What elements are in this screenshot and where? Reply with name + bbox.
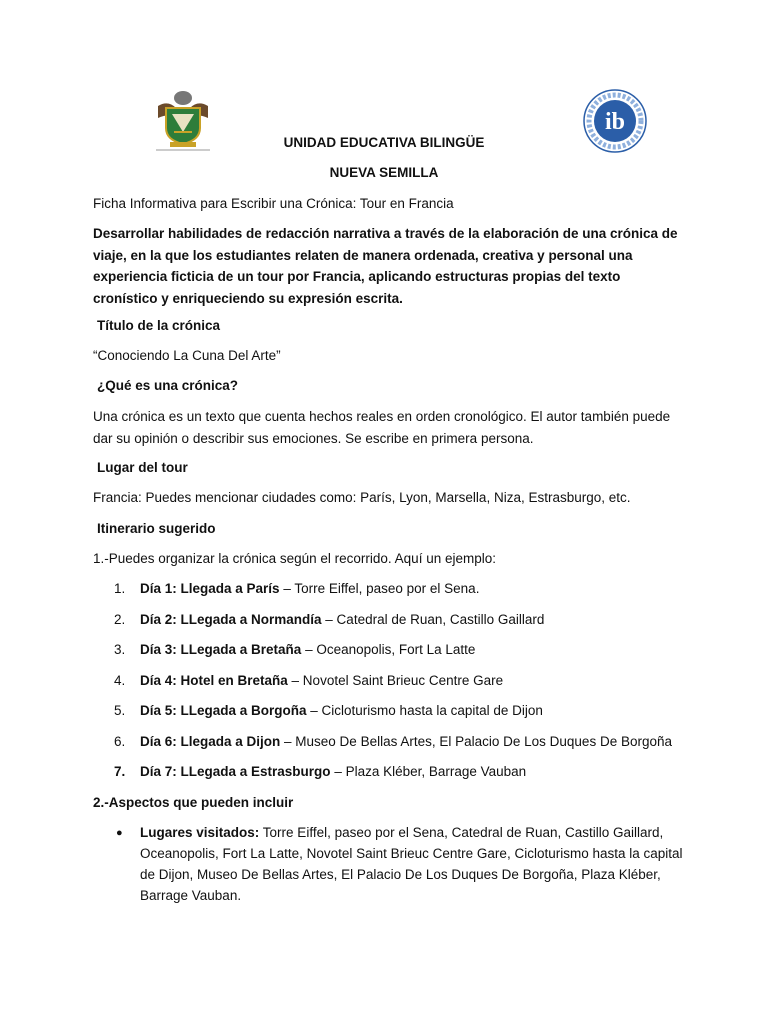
places-visited-item	[140, 822, 685, 906]
title-heading: Título de la crónica	[97, 318, 221, 333]
list-item-day: Día 5: LLegada a Borgoña	[140, 703, 307, 718]
list-item-number: 4.	[114, 673, 126, 688]
places-visited-label: Lugares visitados:	[140, 825, 260, 840]
list-item-text	[140, 612, 544, 627]
list-item-day: Día 7: LLegada a Estrasburgo	[140, 764, 331, 779]
places-visited-text: Torre Eiffel, paseo por el Sena, Catedral de Ruan, Castillo Gaillard, Oceanopolis, Fort La Latte, Novotel Saint Brieuc Centre Gare, Cicloturismo hasta la capital de Dijon, Museo De Bellas Artes, El Palacio De Los Duques De Borgoña, Plaza Kléber, Barrage Vauban.	[140, 825, 683, 903]
list-item	[0, 581, 768, 601]
list-item-day: Día 4: Hotel en Bretaña	[140, 673, 288, 688]
ib-logo-text: ib	[604, 109, 626, 135]
list-item	[0, 612, 768, 632]
list-item-day: Día 2: LLegada a Normandía	[140, 612, 322, 627]
list-item-text	[140, 703, 543, 718]
list-item-text	[140, 734, 672, 749]
what-is-heading: ¿Qué es una crónica?	[97, 378, 239, 393]
list-item-text	[140, 642, 475, 657]
chronicle-title-value: “Conociendo La Cuna Del Arte”	[93, 348, 281, 363]
list-item	[0, 734, 768, 754]
school-name: UNIDAD EDUCATIVA BILINGÜE	[283, 135, 485, 150]
list-item-desc: – Novotel Saint Brieuc Centre Gare	[287, 673, 504, 688]
list-item-desc: – Plaza Kléber, Barrage Vauban	[330, 764, 527, 779]
list-item-number: 6.	[114, 734, 126, 749]
list-item	[0, 642, 768, 662]
list-item-number: 1.	[114, 581, 126, 596]
list-item-day: Día 1: Llegada a París	[140, 581, 280, 596]
list-item-number: 2.	[114, 612, 126, 627]
list-item-text	[140, 673, 503, 688]
what-is-text: Una crónica es un texto que cuenta hechos reales en orden cronológico. El autor también puede dar su opinión o describir sus emociones. Se escribe en primera persona.	[93, 409, 671, 446]
list-item-desc: – Museo De Bellas Artes, El Palacio De Los Duques De Borgoña	[280, 734, 672, 749]
itinerary-heading: Itinerario sugerido	[97, 521, 216, 536]
list-item	[0, 703, 768, 723]
list-item-number: 7.	[114, 764, 126, 779]
itinerary-intro: 1.-Puedes organizar la crónica según el recorrido. Aquí un ejemplo:	[93, 551, 496, 566]
list-item-desc: – Catedral de Ruan, Castillo Gaillard	[321, 612, 545, 627]
aspects-heading: 2.-Aspectos que pueden incluir	[93, 795, 294, 810]
objective-paragraph: Desarrollar habilidades de redacción narrativa a través de la elaboración de una crónica de viaje, en la que los estudiantes relaten de manera ordenada, creativa y personal una experiencia ficticia de un tour por Francia, aplicando estructuras propias del texto cronístico y enriqueciendo su expresión escrita.	[93, 226, 678, 306]
list-item-desc: – Torre Eiffel, paseo por el Sena.	[279, 581, 480, 596]
bullet-icon: ●	[116, 827, 123, 839]
list-item	[0, 764, 768, 784]
list-item	[0, 673, 768, 693]
place-text: Francia: Puedes mencionar ciudades como: París, Lyon, Marsella, Niza, Estrasburgo, etc.	[93, 490, 631, 505]
list-item-day: Día 6: Llegada a Dijon	[140, 734, 281, 749]
list-item-text	[140, 764, 526, 779]
list-item-desc: – Cicloturismo hasta la capital de Dijon	[306, 703, 543, 718]
list-item-number: 3.	[114, 642, 126, 657]
list-item-number: 5.	[114, 703, 126, 718]
list-item-day: Día 3: LLegada a Bretaña	[140, 642, 302, 657]
document-title: Ficha Informativa para Escribir una Crónica: Tour en Francia	[93, 196, 454, 211]
school-subname: NUEVA SEMILLA	[329, 165, 439, 180]
place-heading: Lugar del tour	[97, 460, 188, 475]
list-item-text	[140, 581, 479, 596]
list-item-desc: – Oceanopolis, Fort La Latte	[301, 642, 476, 657]
